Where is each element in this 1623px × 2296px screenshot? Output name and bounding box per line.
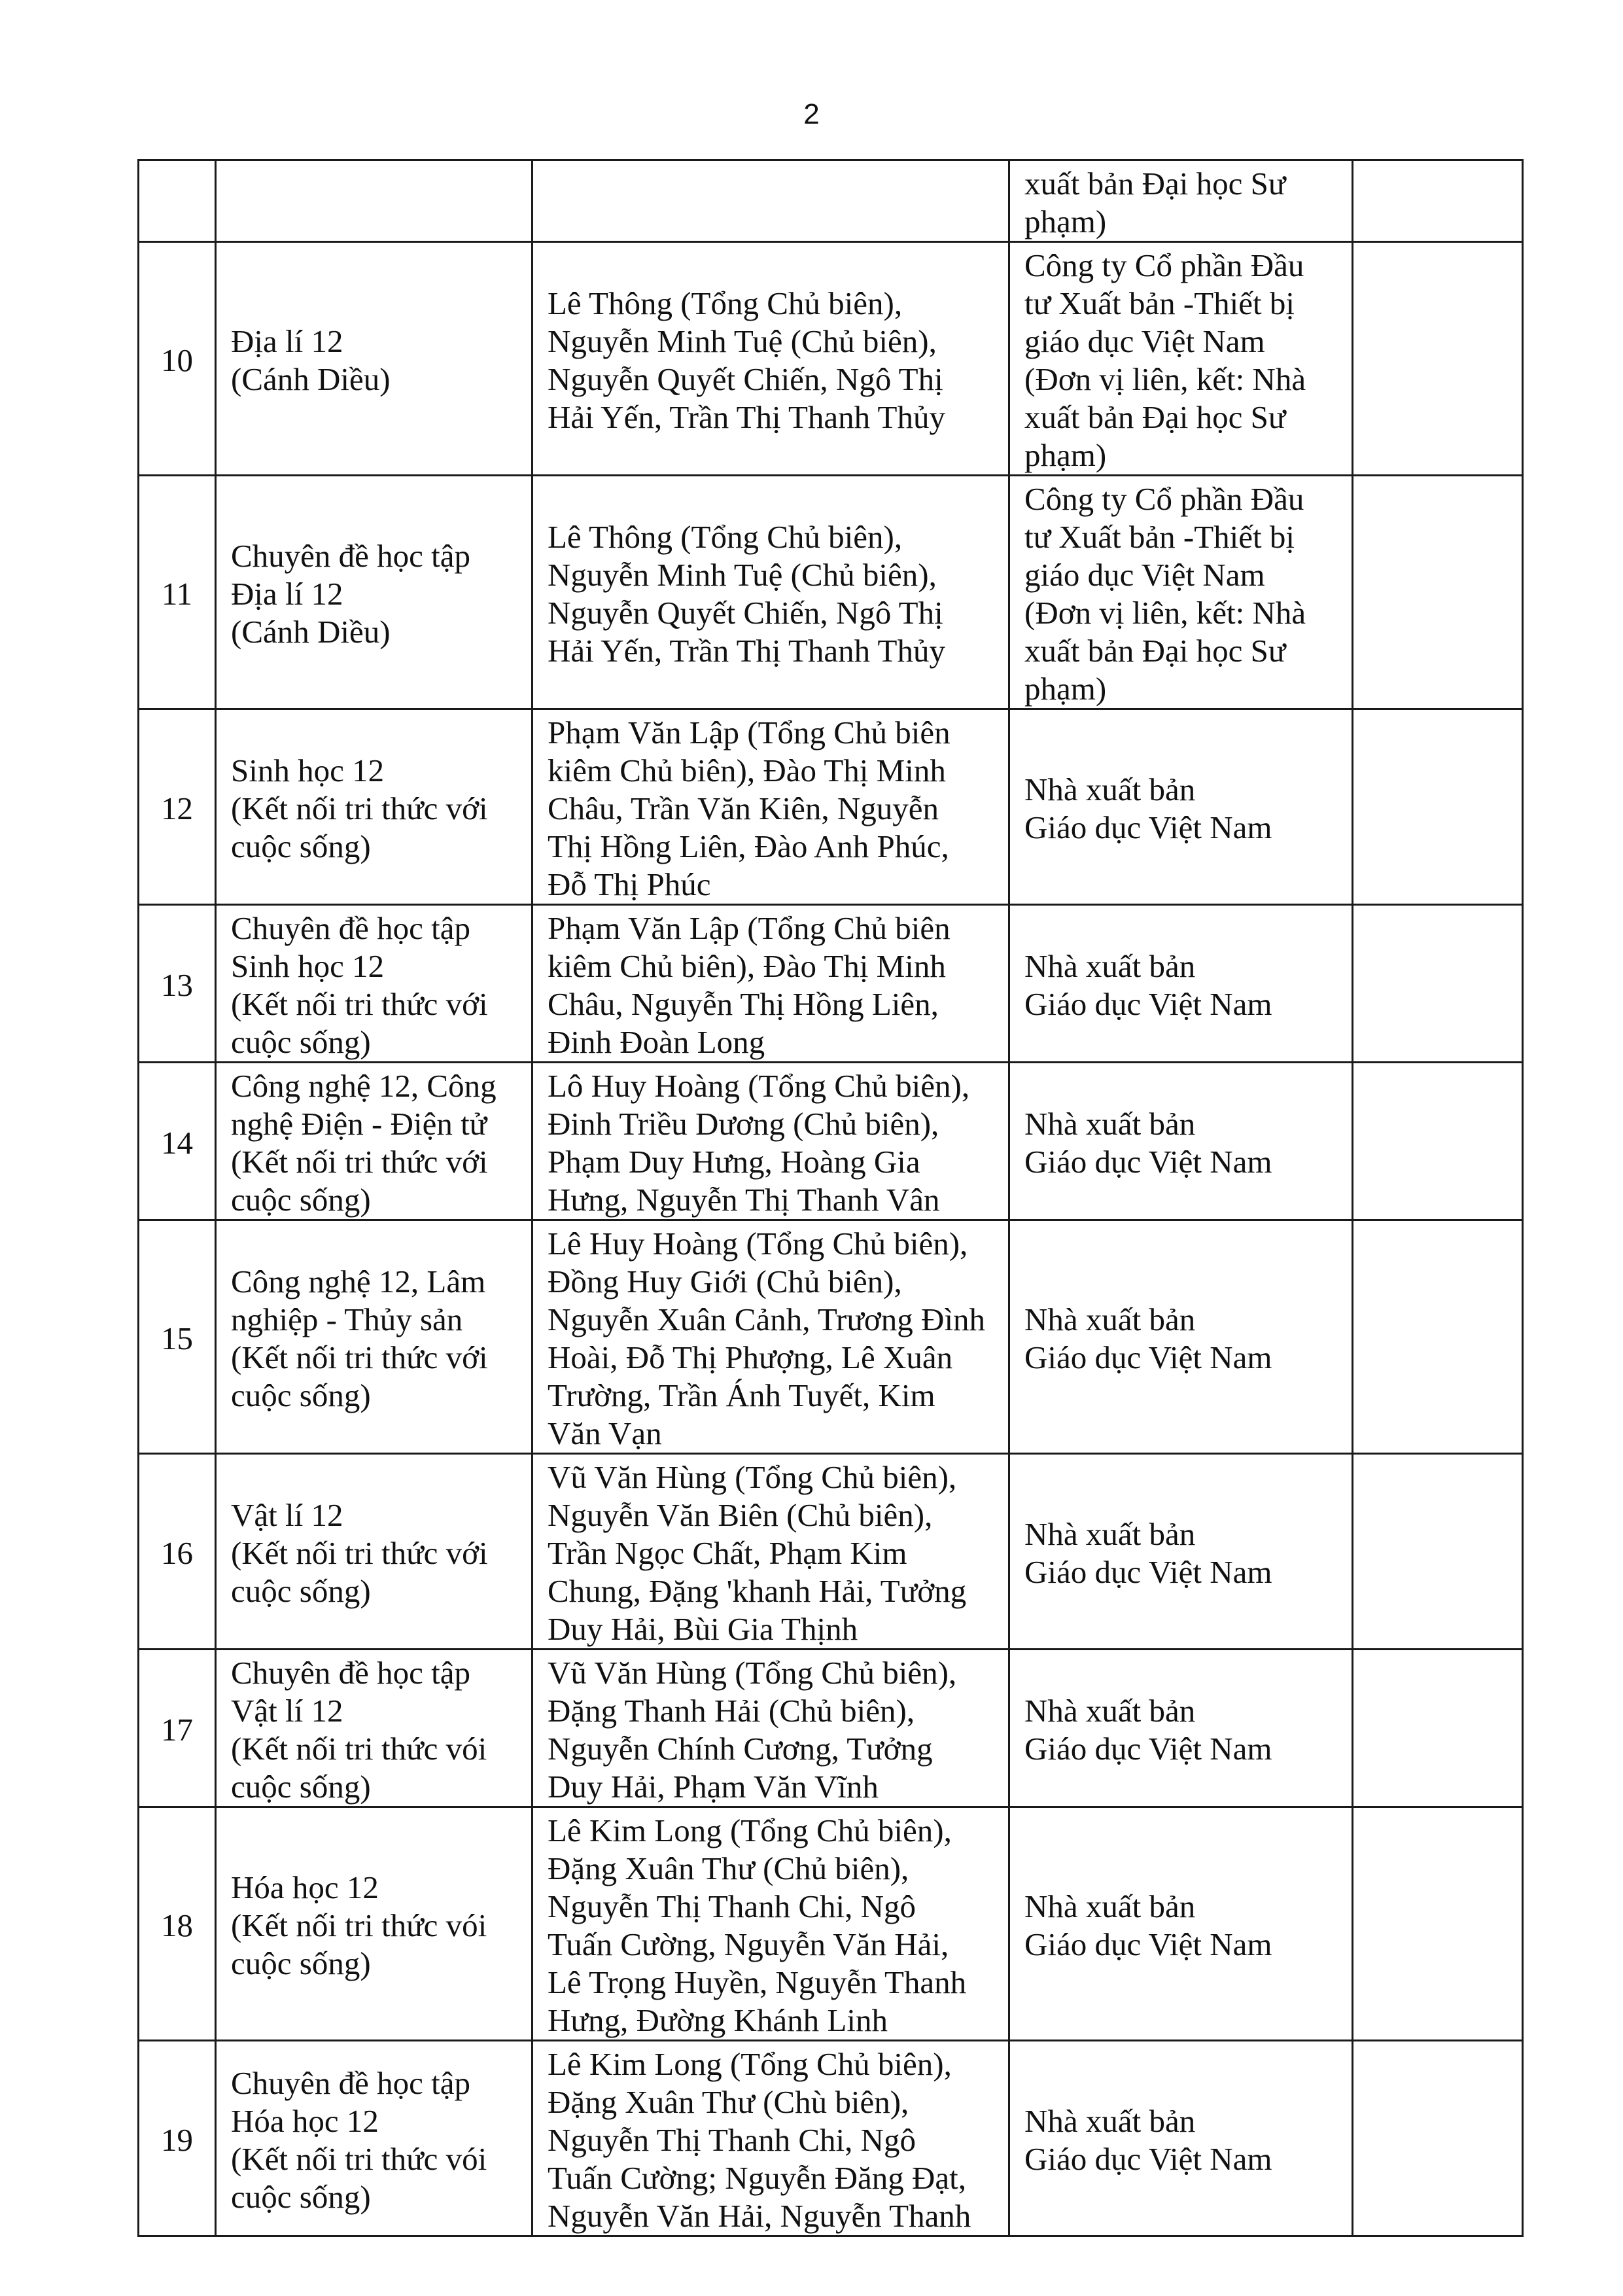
book-publisher: Nhà xuất bản Giáo dục Việt Nam — [1009, 2041, 1353, 2236]
table-row — [139, 709, 1523, 905]
book-authors: Phạm Văn Lập (Tổng Chủ biên kiêm Chủ biên), Đào Thị Minh Châu, Nguyễn Thị Hồng Liên, Đinh Đoàn Long — [532, 905, 1009, 1063]
book-publisher: Nhà xuất bản Giáo dục Việt Nam — [1009, 1807, 1353, 2041]
table-row — [139, 1063, 1523, 1220]
book-authors: Lê Kim Long (Tổng Chủ biên), Đặng Xuân Thư (Chù biên), Nguyễn Thị Thanh Chi, Ngô Tuấn Cường; Nguyễn Đăng Đạt, Nguyễn Văn Hải, Nguyễn Thanh — [532, 2041, 1009, 2236]
row-number: 19 — [139, 2041, 216, 2236]
book-authors: Lê Kim Long (Tổng Chủ biên), Đặng Xuân Thư (Chủ biên), Nguyễn Thị Thanh Chi, Ngô Tuấn Cường, Nguyễn Văn Hải, Lê Trọng Huyền, Nguyễn Thanh Hưng, Đường Khánh Linh — [532, 1807, 1009, 2041]
book-publisher: Nhà xuất bản Giáo dục Việt Nam — [1009, 1220, 1353, 1454]
book-name: Chuyên đề học tập Vật lí 12 (Kết nối tri thức vói cuộc sống) — [216, 1650, 532, 1807]
book-name: Công nghệ 12, Công nghệ Điện - Điện tử (Kết nối tri thức với cuộc sống) — [216, 1063, 532, 1220]
table-row — [139, 160, 1523, 242]
row-number: 13 — [139, 905, 216, 1063]
row-number: 18 — [139, 1807, 216, 2041]
book-authors: Lê Huy Hoàng (Tổng Chủ biên), Đồng Huy Giới (Chủ biên), Nguyễn Xuân Cảnh, Trương Đình Hoài, Đỗ Thị Phượng, Lê Xuân Trường, Trần Ánh Tuyết, Kim Văn Vạn — [532, 1220, 1009, 1454]
book-name: Công nghệ 12, Lâm nghiệp - Thủy sản (Kết nối tri thức với cuộc sống) — [216, 1220, 532, 1454]
book-note — [1353, 1220, 1523, 1454]
row-number: 17 — [139, 1650, 216, 1807]
row-number: 10 — [139, 242, 216, 476]
book-note — [1353, 1807, 1523, 2041]
book-note — [1353, 1650, 1523, 1807]
book-name: Sinh học 12 (Kết nối tri thức với cuộc sống) — [216, 709, 532, 905]
table-row — [139, 1454, 1523, 1650]
book-authors: Lê Thông (Tổng Chủ biên), Nguyễn Minh Tuệ (Chủ biên), Nguyễn Quyết Chiến, Ngô Thị Hải Yến, Trần Thị Thanh Thủy — [532, 242, 1009, 476]
book-note — [1353, 160, 1523, 242]
row-number: 15 — [139, 1220, 216, 1454]
table-row — [139, 2041, 1523, 2236]
book-name: Chuyên đề học tập Sinh học 12 (Kết nối tri thức với cuộc sống) — [216, 905, 532, 1063]
book-name: Chuyên đề học tập Hóa học 12 (Kết nối tri thức vói cuộc sống) — [216, 2041, 532, 2236]
book-name: Địa lí 12 (Cánh Diều) — [216, 242, 532, 476]
book-publisher: Công ty Cổ phần Đầu tư Xuất bản -Thiết bị giáo dục Việt Nam (Đơn vị liên, kết: Nhà xuất bản Đại học Sư phạm) — [1009, 242, 1353, 476]
book-authors: Lô Huy Hoàng (Tổng Chủ biên), Đinh Triều Dương (Chủ biên), Phạm Duy Hưng, Hoàng Gia Hưng, Nguyễn Thị Thanh Vân — [532, 1063, 1009, 1220]
book-authors — [532, 160, 1009, 242]
book-authors: Vũ Văn Hùng (Tổng Chủ biên), Nguyễn Văn Biên (Chủ biên), Trần Ngọc Chất, Phạm Kim Chung, Đặng 'khanh Hải, Tưởng Duy Hải, Bùi Gia Thịnh — [532, 1454, 1009, 1650]
book-name — [216, 160, 532, 242]
textbook-table — [137, 159, 1524, 2237]
table-row — [139, 1650, 1523, 1807]
row-number: 12 — [139, 709, 216, 905]
book-publisher: Nhà xuất bản Giáo dục Việt Nam — [1009, 1454, 1353, 1650]
book-note — [1353, 1063, 1523, 1220]
book-note — [1353, 476, 1523, 709]
row-number: 16 — [139, 1454, 216, 1650]
book-note — [1353, 709, 1523, 905]
table-row — [139, 1220, 1523, 1454]
book-publisher: Nhà xuất bản Giáo dục Việt Nam — [1009, 709, 1353, 905]
table-row — [139, 905, 1523, 1063]
book-authors: Vũ Văn Hùng (Tổng Chủ biên), Đặng Thanh Hải (Chủ biên), Nguyễn Chính Cương, Tưởng Duy Hải, Phạm Văn Vĩnh — [532, 1650, 1009, 1807]
book-publisher: Nhà xuất bản Giáo dục Việt Nam — [1009, 1650, 1353, 1807]
book-note — [1353, 242, 1523, 476]
row-number — [139, 160, 216, 242]
page-number: 2 — [803, 98, 820, 130]
book-name: Vật lí 12 (Kết nối tri thức với cuộc sống) — [216, 1454, 532, 1650]
book-publisher: Nhà xuất bản Giáo dục Việt Nam — [1009, 905, 1353, 1063]
book-authors: Phạm Văn Lập (Tổng Chủ biên kiêm Chủ biên), Đào Thị Minh Châu, Trần Văn Kiên, Nguyễn Thị Hồng Liên, Đào Anh Phúc, Đỗ Thị Phúc — [532, 709, 1009, 905]
table-row — [139, 476, 1523, 709]
table-row — [139, 242, 1523, 476]
book-note — [1353, 1454, 1523, 1650]
table-row — [139, 1807, 1523, 2041]
book-note — [1353, 2041, 1523, 2236]
book-publisher: Nhà xuất bản Giáo dục Việt Nam — [1009, 1063, 1353, 1220]
book-publisher: Công ty Cổ phần Đầu tư Xuất bản -Thiết bị giáo dục Việt Nam (Đơn vị liên, kết: Nhà xuất bản Đại học Sư phạm) — [1009, 476, 1353, 709]
book-note — [1353, 905, 1523, 1063]
row-number: 14 — [139, 1063, 216, 1220]
book-name: Hóa học 12 (Kết nối tri thức vói cuộc sống) — [216, 1807, 532, 2041]
row-number: 11 — [139, 476, 216, 709]
book-publisher: xuất bản Đại học Sư phạm) — [1009, 160, 1353, 242]
book-name: Chuyên đề học tập Địa lí 12 (Cánh Diều) — [216, 476, 532, 709]
book-authors: Lê Thông (Tổng Chủ biên), Nguyễn Minh Tuệ (Chủ biên), Nguyễn Quyết Chiến, Ngô Thị Hải Yến, Trần Thị Thanh Thủy — [532, 476, 1009, 709]
